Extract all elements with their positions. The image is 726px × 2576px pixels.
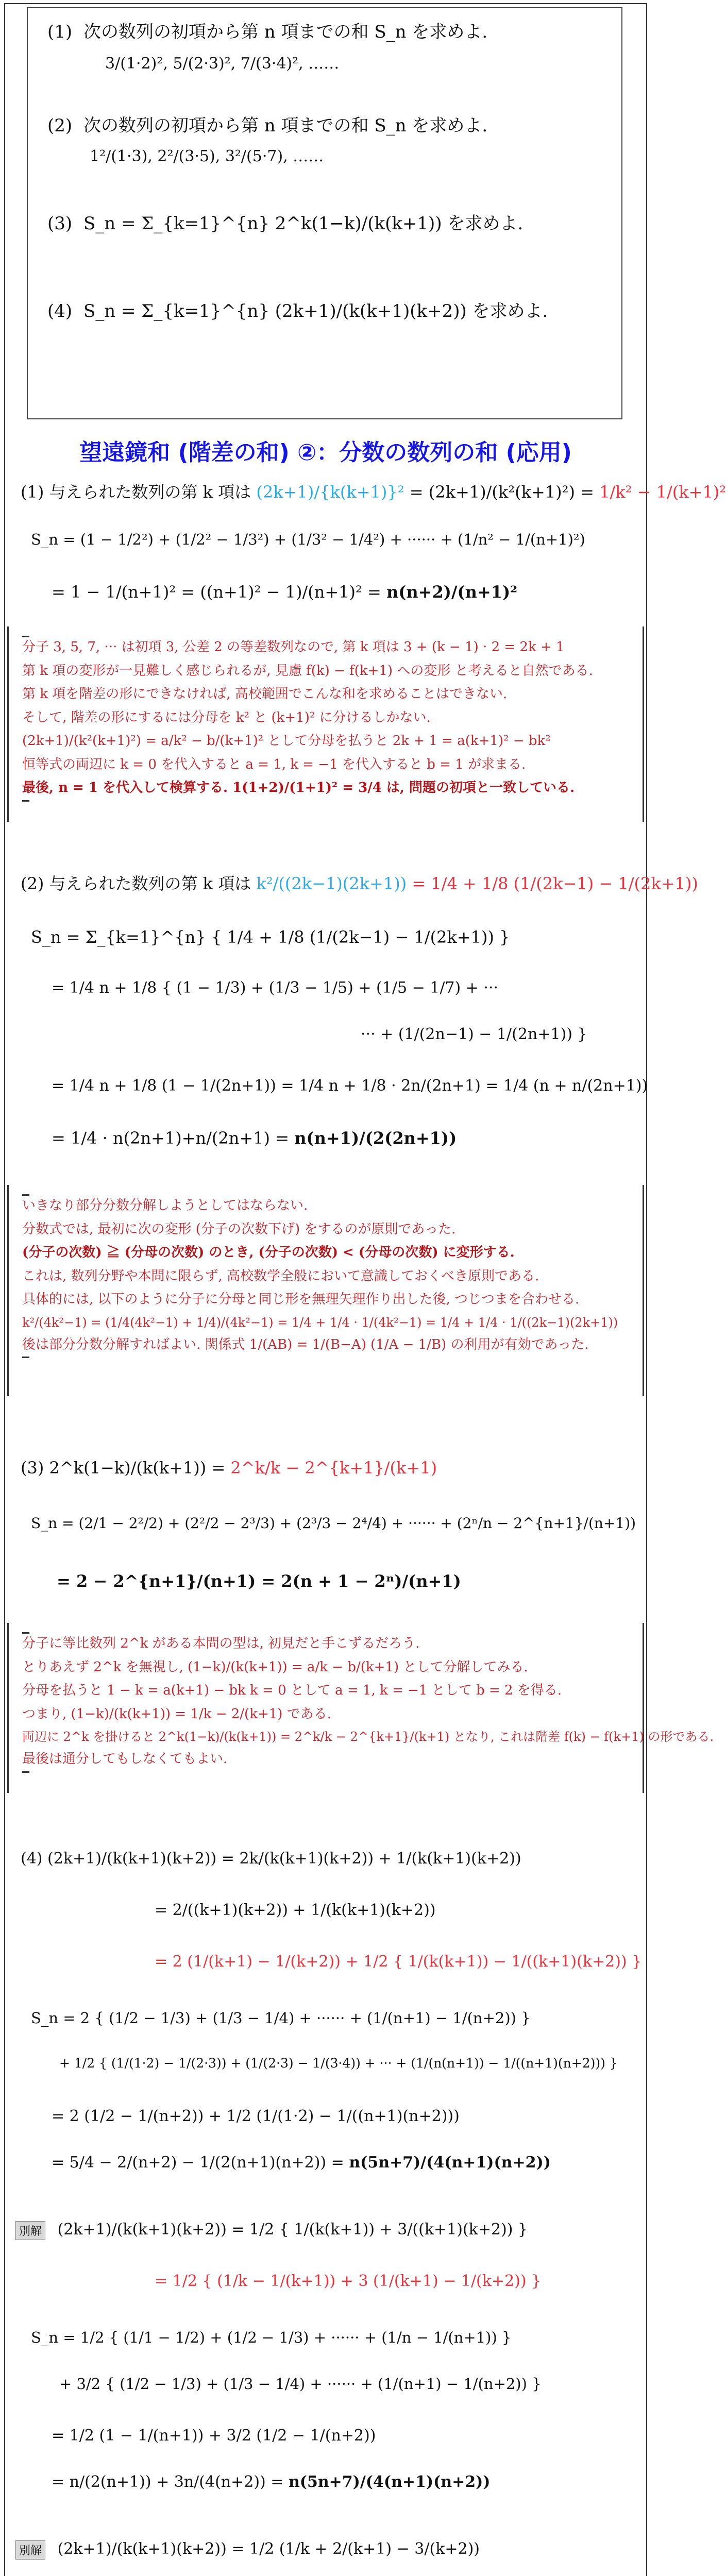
problem-4: (4) S_n = Σ_{k=1}^{n} (2k+1)/(k(k+1)(k+2)) を求めよ. [47,301,548,321]
sol2-line-5: = 1/4 · n(2n+1)+n/(2n+1) = n(n+1)/(2(2n+1)) [52,1128,457,1148]
alt2-line-1: 別解 (2k+1)/(k(k+1)(k+2)) = 1/2 (1/k + 2/(k+1) − 3/(k+2)) [15,2540,480,2560]
sol4-line-5: = 2 (1/2 − 1/(n+2)) + 1/2 (1/(1·2) − 1/((n+1)(n+2))) [52,2107,460,2125]
alt1-line-1: 別解 (2k+1)/(k(k+1)(k+2)) = 1/2 { 1/(k(k+1)) + 3/((k+1)(k+2)) } [15,2221,528,2240]
alt1-line-2: = 1/2 { (1/k − 1/(k+1)) + 3 (1/(k+1) − 1/(k+2)) } [155,2272,542,2290]
problem-1-sequence: 3/(1·2)², 5/(2·3)², 7/(3·4)², …… [105,55,340,73]
problem-1: (1) 次の数列の初項から第 n 項までの和 S_n を求めよ. [47,22,488,42]
note-1: 分子 3, 5, 7, ··· は初項 3, 公差 2 の等差数列なので, 第 k 項は 3 + (k − 1) · 2 = 2k + 1 第 k 項の変形が一見難しく感じられるが, 見慮 f(k) − f(k+1) への変形 と考えると自然である. 第 k 項を階差の形にできなければ, 高校範囲でこんな和を求めることはできない. そして, 階差の形にするには分母を k² と (k+1)² に分けるしかない. (2k+1)/(k²(k+1)²) = a/k² − b/(k+1)² として分母を払うと 2k + 1 = a(k+1)² − bk² 恒等式の両辺に k = 0 を代入すると a = 1, k = −1 を代入すると b = 1 が求まる. 最後, n = 1 を代入して検算する. 1(1+2)/(1+1)² = 3/4 は, 問題の初項と一致している. [7,626,644,822]
sol4-line-3: S_n = 2 { (1/2 − 1/3) + (1/3 − 1/4) + ······ + (1/(n+1) − 1/(n+2)) } [31,2009,531,2027]
alt1-line-5: = 1/2 (1 − 1/(n+1)) + 3/2 (1/2 − 1/(n+2)) [52,2427,376,2445]
sol2-line-2: = 1/4 n + 1/8 { (1 − 1/3) + (1/3 − 1/5) + (1/5 − 1/7) + ··· [52,979,499,997]
sol3-head: (3) 2^k(1−k)/(k(k+1)) = 2^k/k − 2^{k+1}/(k+1) [21,1458,437,1478]
sol4-answer: n(5n+7)/(4(n+1)(n+2)) [349,2154,551,2172]
problem-3: (3) S_n = Σ_{k=1}^{n} 2^k(1−k)/(k(k+1)) を求めよ. [47,213,524,234]
alt1-line-4: + 3/2 { (1/2 − 1/3) + (1/3 − 1/4) + ······ + (1/(n+1) − 1/(n+2)) } [59,2375,542,2393]
sol1-head: (1) 与えられた数列の第 k 項は (2k+1)/{k(k+1)}² = (2k+1)/(k²(k+1)²) = 1/k² − 1/(k+1)² [21,482,726,502]
problem-2-sequence: 1²/(1·3), 2²/(3·5), 3²/(5·7), …… [90,147,324,165]
note-2: いきなり部分分数分解しようとしてはならない. 分数式では, 最初に次の変形 (分子の次数下げ) をするのが原則であった. (分子の次数) ≧ (分母の次数) のとき, (分子の次数) < (分母の次数) に変形する. これは, 数列分野や本問に限らず, 高校数学全般において意識しておくべき原則である. 具体的には, 以下のように分子に分母と同じ形を無理矢理作り出した後, つじつまを合わせる. k²/(4k²−1) = (1/4(4k²−1) + 1/4)/(4k²−1) = 1/4 + 1/4 · 1/(4k²−1) = 1/4 + 1/4 · 1/((2k−1)(2k+1)) 後は部分分数分解すればよい. 関係式 1/(AB) = 1/(B−A) (1/A − 1/B) の利用が有効であった. [7,1185,644,1396]
note-3: 分子に等比数列 2^k がある本問の型は, 初見だと手こずるだろう. とりあえず 2^k を無視し, (1−k)/(k(k+1)) = a/k − b/(k+1) として分解してみる. 分母を払うと 1 − k = a(k+1) − bk k = 0 として a = 1, k = −1 として b = 2 を得る. つまり, (1−k)/(k(k+1)) = 1/k − 2/(k+1) である. 両辺に 2^k を掛けると 2^k(1−k)/(k(k+1)) = 2^k/k − 2^{k+1}/(k+1) となり, これは階差 f(k) − f(k+1) の形である. 最後は通分してもしなくてもよい. [7,1623,644,1793]
sol1-term-split: 1/k² − 1/(k+1)² [599,482,726,502]
alt2-tag: 別解 [15,2540,45,2560]
alt1-line-3: S_n = 1/2 { (1/1 − 1/2) + (1/2 − 1/3) + ······ + (1/n − 1/(n+1)) } [31,2329,512,2346]
sol1-term: (2k+1)/{k(k+1)}² [256,482,404,502]
sol3-split: 2^k/k − 2^{k+1}/(k+1) [230,1458,437,1478]
sol3-answer: = 2 − 2^{n+1}/(n+1) = 2(n + 1 − 2ⁿ)/(n+1) [57,1571,461,1591]
sol4-line-1: = 2/((k+1)(k+2)) + 1/(k(k+1)(k+2)) [155,1901,436,1919]
sol1-sum-line: S_n = (1 − 1/2²) + (1/2² − 1/3²) + (1/3² − 1/4²) + ······ + (1/n² − 1/(n+1)²) [31,531,585,548]
page-title: 望遠鏡和 (階差の和) ②：分数の数列の和 (応用) [79,439,572,466]
sol2-line-1: S_n = Σ_{k=1}^{n} { 1/4 + 1/8 (1/(2k−1) − 1/(2k+1)) } [31,927,510,947]
sol2-answer: n(n+1)/(2(2n+1)) [294,1128,457,1148]
sol4-line-2: = 2 (1/(k+1) − 1/(k+2)) + 1/2 { 1/(k(k+1)) − 1/((k+1)(k+2)) } [155,1953,642,1971]
sol1-answer: n(n+2)/(n+1)² [386,582,518,602]
sol2-head: (2) 与えられた数列の第 k 項は k²/((2k−1)(2k+1)) = 1/4 + 1/8 (1/(2k−1) − 1/(2k+1)) [21,874,698,893]
sol4-head: (4) (2k+1)/(k(k+1)(k+2)) = 2k/(k(k+1)(k+2)) + 1/(k(k+1)(k+2)) [21,1850,521,1868]
sol3-sum-line: S_n = (2/1 − 2²/2) + (2²/2 − 2³/3) + (2³/3 − 2⁴/4) + ······ + (2ⁿ/n − 2^{n+1}/(n+1)) [31,1515,636,1532]
sol4-line-6: = 5/4 − 2/(n+2) − 1/(2(n+1)(n+2)) = n(5n+7)/(4(n+1)(n+2)) [52,2154,551,2172]
alt1-line-6: = n/(2(n+1)) + 3n/(4(n+2)) = n(5n+7)/(4(n+1)(n+2)) [52,2473,491,2491]
sol4-line-4: + 1/2 { (1/(1·2) − 1/(2·3)) + (1/(2·3) − 1/(3·4)) + ··· + (1/(n(n+1)) − 1/((n+1)(n+2))) } [59,2056,618,2071]
sol2-term: k²/((2k−1)(2k+1)) [256,874,407,893]
alt1-answer: n(5n+7)/(4(n+1)(n+2)) [288,2473,491,2491]
sol2-line-3: ··· + (1/(2n−1) − 1/(2n+1)) } [361,1025,587,1043]
problem-box [27,7,622,419]
sol2-line-4: = 1/4 n + 1/8 (1 − 1/(2n+1)) = 1/4 n + 1/8 · 2n/(2n+1) = 1/4 (n + n/(2n+1)) [52,1077,648,1095]
sol2-term-split: = 1/4 + 1/8 (1/(2k−1) − 1/(2k+1)) [412,874,698,893]
problem-2: (2) 次の数列の初項から第 n 項までの和 S_n を求めよ. [47,115,488,136]
sol1-result-line: = 1 − 1/(n+1)² = ((n+1)² − 1)/(n+1)² = n(n+2)/(n+1)² [52,582,518,602]
alt1-tag: 別解 [15,2221,45,2240]
